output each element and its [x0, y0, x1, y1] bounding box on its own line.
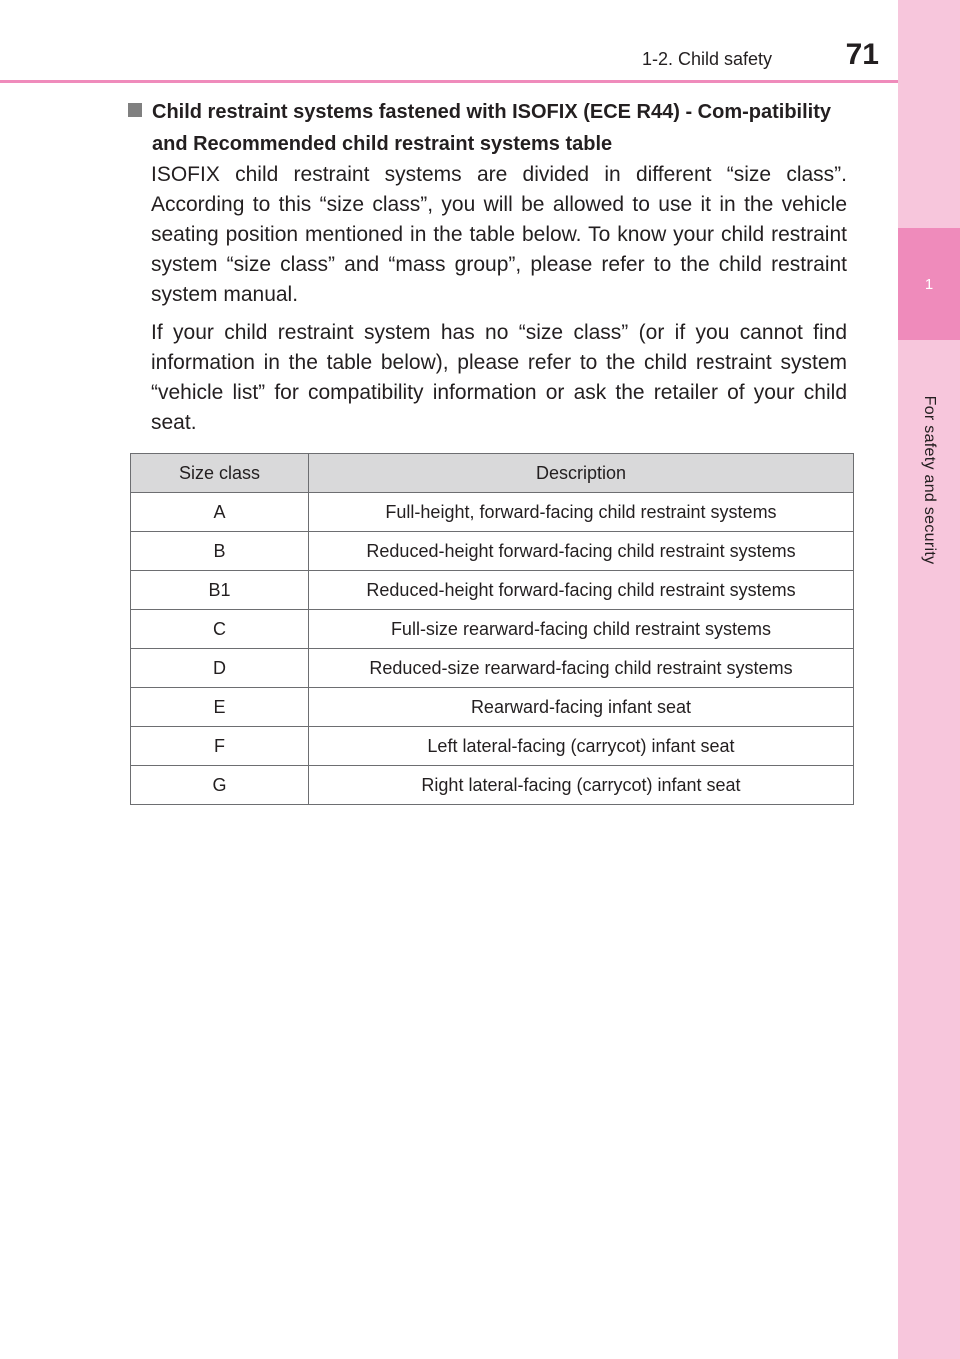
table-row — [131, 649, 854, 688]
size-class-cell: A — [131, 493, 309, 532]
table-row — [131, 493, 854, 532]
paragraph-no-size-class: If your child restraint system has no “size class” (or if you cannot find information in the table below), please refer to the child restraint system “vehicle list” for compatibility information or ask the retailer of your child seat. — [151, 321, 847, 434]
header-rule — [0, 80, 898, 83]
table-row — [131, 610, 854, 649]
size-class-cell: D — [131, 649, 309, 688]
square-bullet-icon — [128, 103, 142, 117]
size-class-table — [130, 453, 854, 805]
size-class-cell: C — [131, 610, 309, 649]
header-description: Description — [309, 454, 854, 493]
description-cell: Full-height, forward-facing child restraint systems — [309, 493, 854, 532]
header-size-class: Size class — [131, 454, 309, 493]
table-row — [131, 766, 854, 805]
size-class-cell: E — [131, 688, 309, 727]
description-cell: Reduced-size rearward-facing child restraint systems — [309, 649, 854, 688]
size-class-cell: B — [131, 532, 309, 571]
description-cell: Reduced-height forward-facing child restraint systems — [309, 571, 854, 610]
description-cell: Reduced-height forward-facing child restraint systems — [309, 532, 854, 571]
table-row — [131, 727, 854, 766]
paragraph-size-class: ISOFIX child restraint systems are divided in different “size class”. According to this “size class”, you will be allowed to use it in the vehicle seating position mentioned in the table below. To know your child restraint system “size class” and “mass group”, please refer to the child restraint system manual. — [151, 163, 847, 306]
chapter-sidebar — [898, 0, 960, 1359]
section-heading-block — [128, 96, 856, 160]
table-row — [131, 532, 854, 571]
description-cell: Full-size rearward-facing child restraint systems — [309, 610, 854, 649]
chapter-tab — [898, 228, 960, 340]
section-heading: Child restraint systems fastened with ISOFIX (ECE R44) - Com-patibility and Recommended child restraint systems table — [152, 101, 832, 155]
description-cell: Left lateral-facing (carrycot) infant seat — [309, 727, 854, 766]
section-title: 1-2. Child safety — [642, 49, 773, 69]
table-header-row — [131, 454, 854, 493]
size-class-cell: B1 — [131, 571, 309, 610]
description-cell: Right lateral-facing (carrycot) infant seat — [309, 766, 854, 805]
description-cell: Rearward-facing infant seat — [309, 688, 854, 727]
size-class-cell: F — [131, 727, 309, 766]
page-number: 71 — [845, 38, 879, 71]
table-row — [131, 571, 854, 610]
table-row — [131, 688, 854, 727]
chapter-number: 1 — [924, 275, 934, 293]
chapter-label: For safety and security — [921, 395, 938, 565]
size-class-cell: G — [131, 766, 309, 805]
